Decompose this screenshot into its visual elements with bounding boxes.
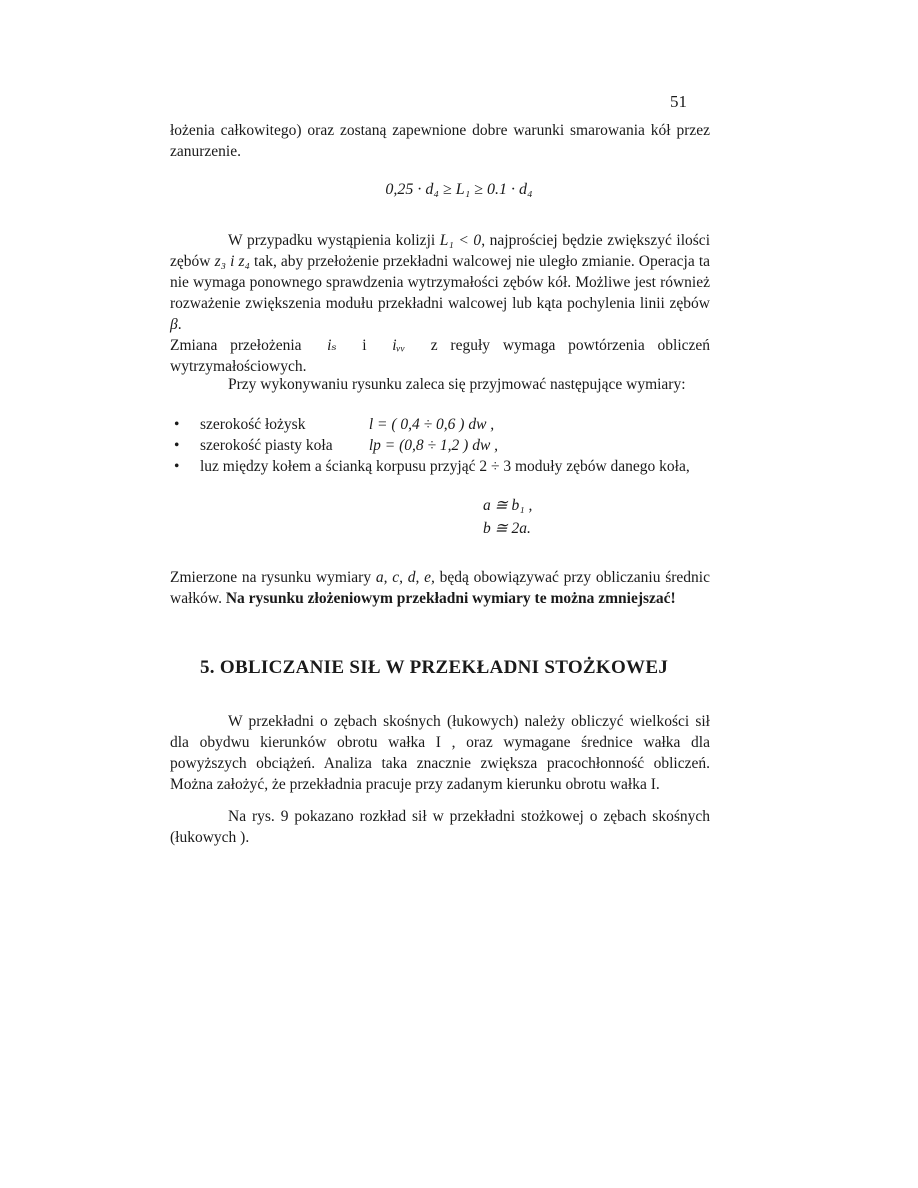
formula-l1-range: [0, 181, 918, 199]
paragraph-dimensions: Przy wykonywaniu rysunku zaleca się przyjmować następujące wymiary:: [228, 376, 686, 393]
collision-z: z₃ i z₄: [214, 253, 250, 270]
collision-l1: L₁ < 0: [439, 232, 482, 249]
dimensions-list: [170, 414, 710, 477]
collision-text-a: W przypadku wystąpienia kolizji: [228, 232, 436, 249]
collision-text-b: , najprościej będzie zwiększyć ilości zębów: [170, 232, 710, 270]
paragraph-forces: W przekładni o zębach skośnych (łukowych) należy obliczyć wielkości sił dla obydwu kierunków obrotu wałka I , oraz wymagane średnice wałka dla powyższych obciążeń. Analiza taka znacznie zwiększa pracochłonność obliczeń. Można założyć, że przekładnia pracuje przy zadanym kierunku obrotu wałka I.: [170, 713, 710, 793]
ratio-iw: iᵥᵥ: [392, 337, 406, 354]
list-item: [170, 414, 710, 435]
measured-bold-note: Na rysunku złożeniowym przekładni wymiary te można zmniejszać!: [225, 590, 676, 607]
bullet-label: szerokość łożysk: [200, 416, 306, 433]
bullet-label: szerokość piasty koła: [200, 437, 333, 454]
collision-text-c: tak, aby przełożenie przekładni walcowej nie uległo zmianie. Operacja ta nie wymaga ponownego sprawdzenia wytrzymałości zębów kół. Możliwe jest również rozważenie zwiększenia modułu przekładni walcowej lub kąta pochylenia linii zębów: [170, 253, 711, 312]
collision-beta: β: [170, 316, 178, 333]
ratio-text-b: z reguły wymaga powtórzenia obliczeń wytrzymałościowych.: [170, 337, 711, 375]
list-item: [170, 435, 710, 456]
measured-text-a: Zmierzone na rysunku wymiary: [170, 569, 372, 586]
section-heading: 5. OBLICZANIE SIŁ W PRZEKŁADNI STOŻKOWEJ: [200, 657, 669, 678]
ratio-is: iₛ: [327, 337, 337, 354]
paragraph-intro: łożenia całkowitego) oraz zostaną zapewnione dobre warunki smarowania kół przez zanurzenie.: [170, 122, 710, 160]
measured-vars: a, c, d, e,: [375, 569, 435, 586]
paragraph-measured: [170, 567, 710, 609]
equation-b: b ≅ 2a.: [483, 520, 531, 537]
equation-a: a ≅ b₁ ,: [483, 497, 533, 514]
collision-text-d: .: [177, 316, 182, 333]
list-item: [170, 456, 710, 477]
page-number: 51: [670, 92, 687, 111]
paragraph-collision: [170, 230, 710, 335]
formula-l1-text: 0,25 · d₄ ≥ L₁ ≥ 0.1 · d₄: [385, 181, 533, 198]
bullet-label: luz między kołem a ścianką korpusu przyjąć 2 ÷ 3 moduły zębów danego koła,: [200, 458, 690, 475]
paragraph-figure-ref: Na rys. 9 pokazano rozkład sił w przekładni stożkowej o zębach skośnych (łukowych ).: [170, 808, 710, 846]
measured-text-b: będą obowiązywać przy obliczaniu średnic wałków.: [170, 569, 710, 607]
ratio-i: i: [362, 337, 367, 354]
paragraph-ratio: [170, 335, 710, 377]
bullet-formula: lp = (0,8 ÷ 1,2 ) dw ,: [368, 437, 499, 454]
bullet-formula: l = ( 0,4 ÷ 0,6 ) dw ,: [368, 416, 495, 433]
ratio-text-a: Zmiana przełożenia: [170, 337, 302, 354]
